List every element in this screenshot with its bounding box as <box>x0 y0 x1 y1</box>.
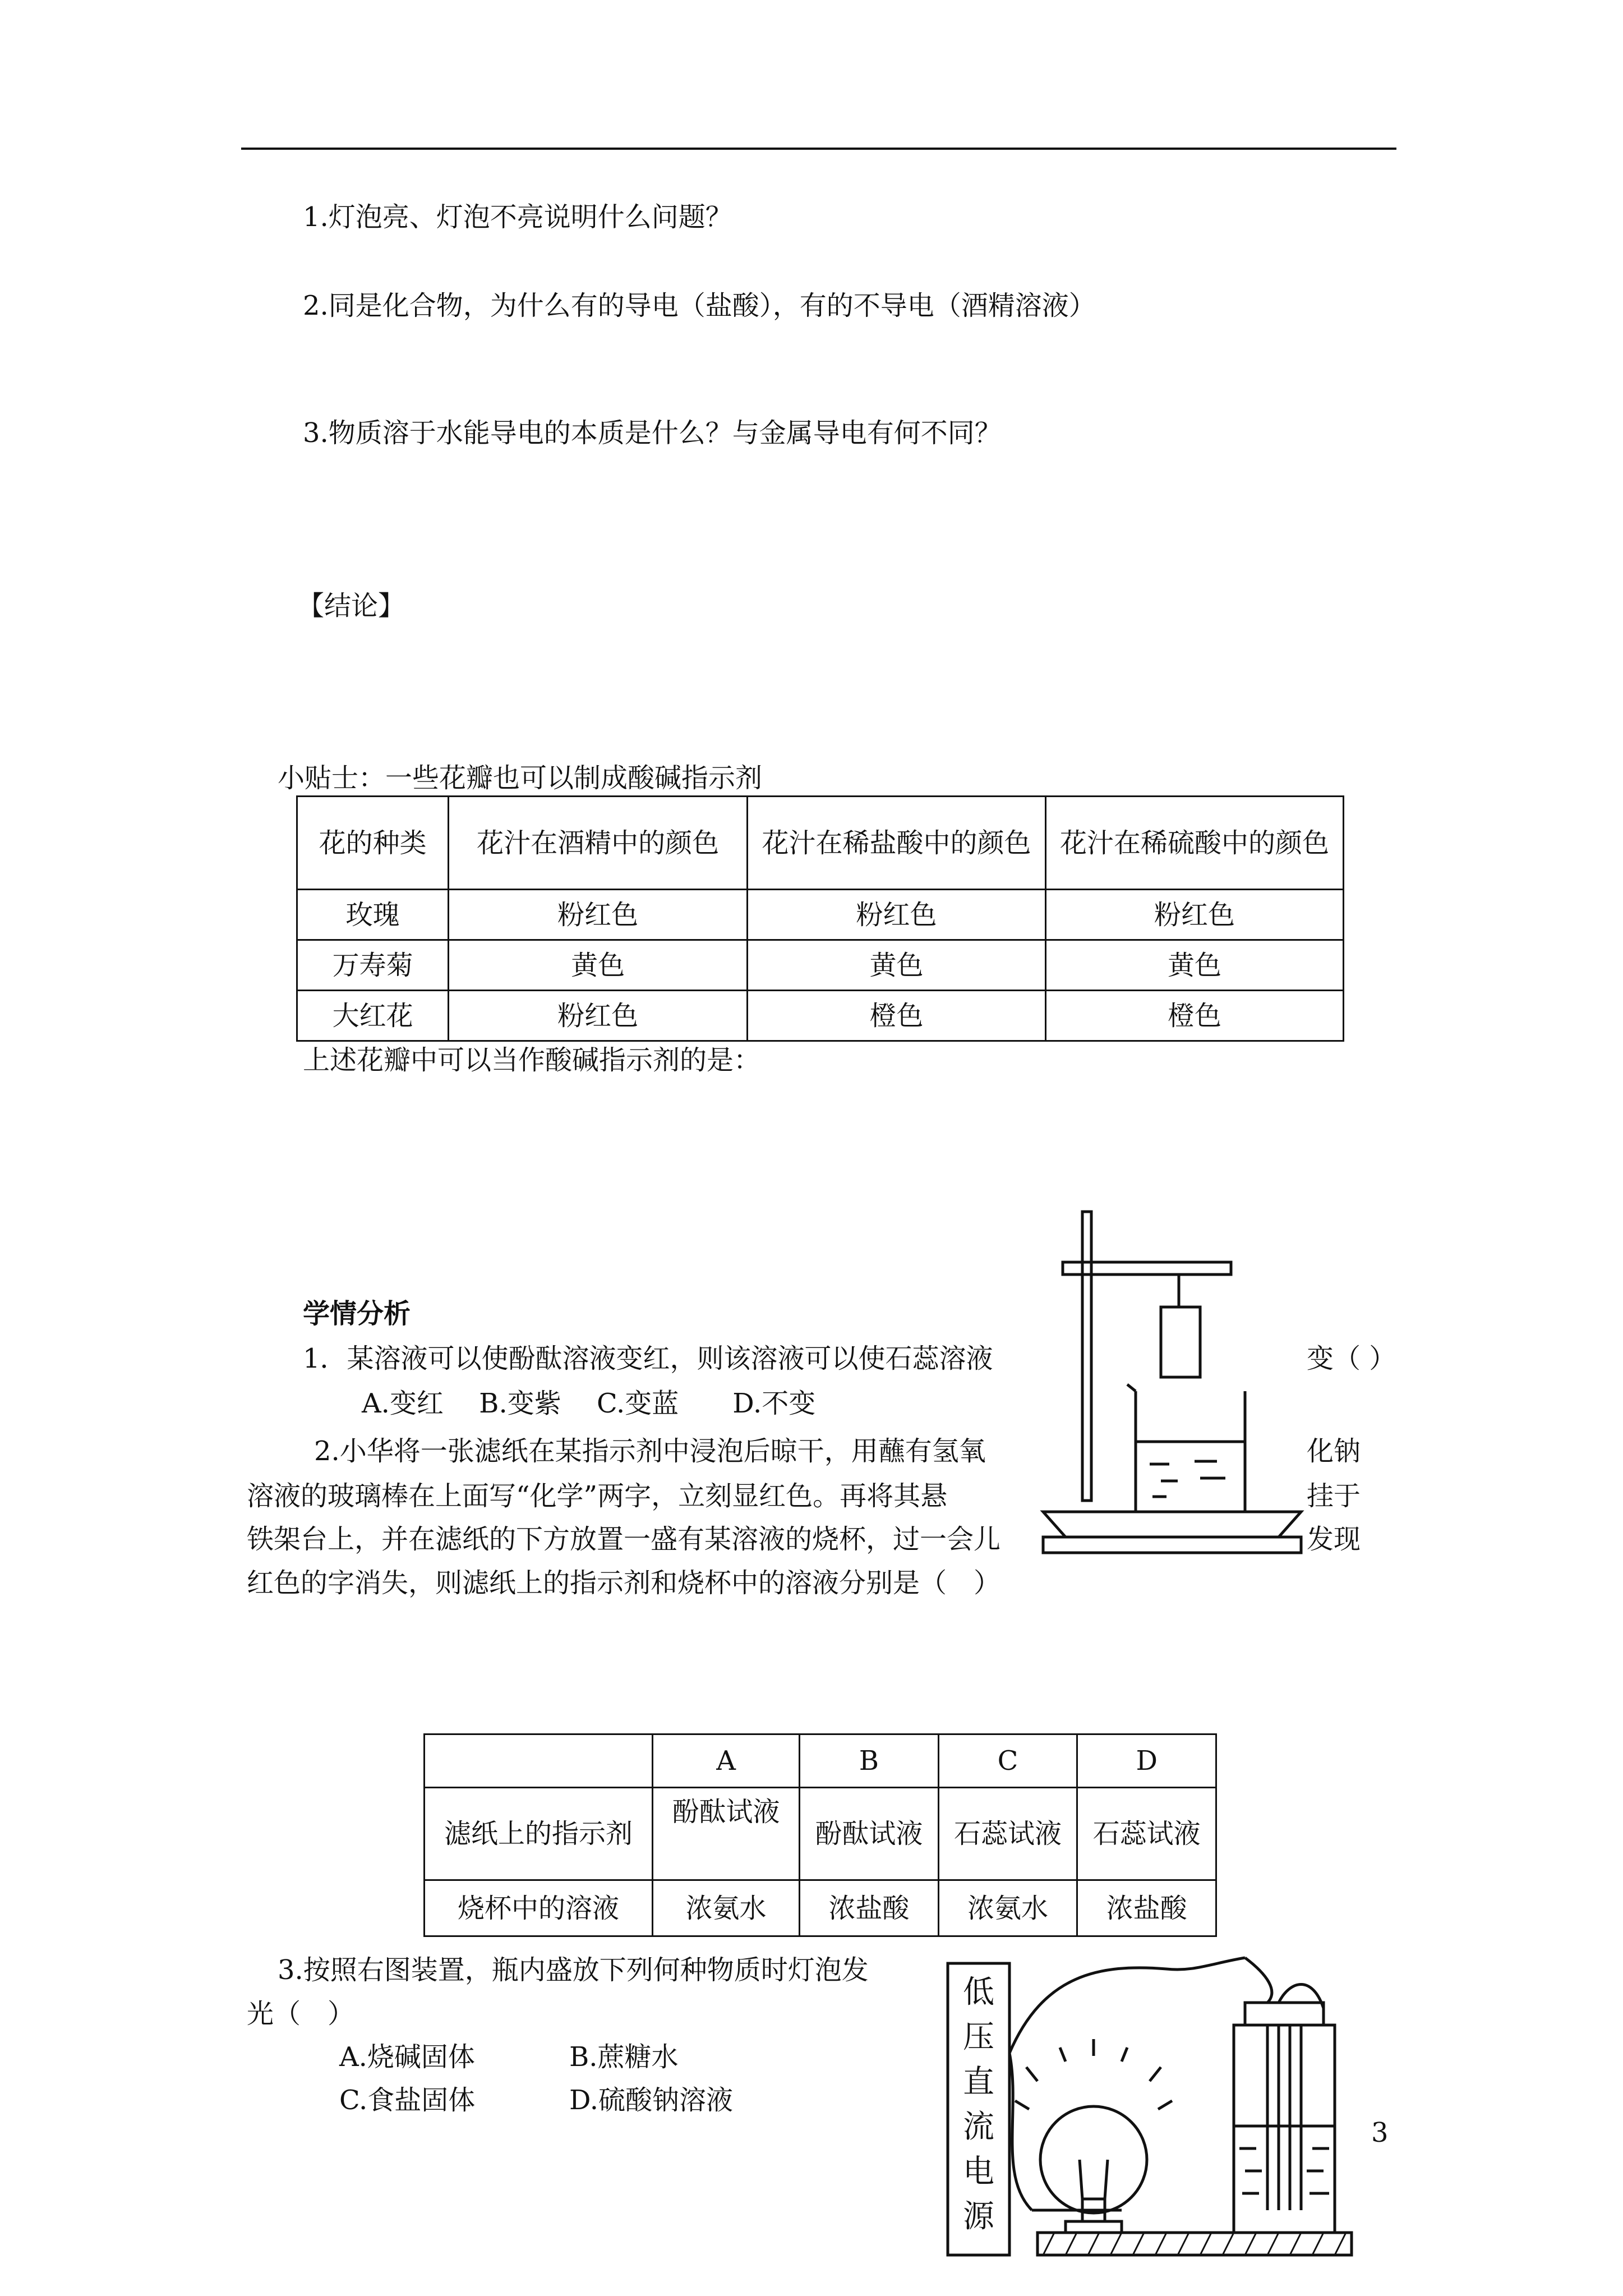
circuit-question-line2: 光（ ） <box>247 1998 355 2030</box>
power-label-char: 电 <box>963 2154 994 2190</box>
flower-header: 花汁在稀硫酸中的颜色 <box>1046 797 1344 890</box>
table-cell: 黄色 <box>449 940 748 991</box>
analysis-q1-end: 变（ ） <box>1307 1343 1396 1374</box>
tip-question: 上述花瓣中可以当作酸碱指示剂的是： <box>303 1045 761 1076</box>
analysis-q2-line2-end: 挂于 <box>1307 1480 1361 1512</box>
stand-base <box>1043 1512 1301 1537</box>
power-label-char: 低 <box>963 1974 994 2010</box>
flower-header: 花汁在酒精中的颜色 <box>449 797 748 890</box>
table-cell: 黄色 <box>748 940 1046 991</box>
power-label-char: 压 <box>963 2019 994 2055</box>
table-cell: 粉红色 <box>748 890 1046 940</box>
question-3: 3.物质溶于水能导电的本质是什么？与金属导电有何不同？ <box>303 417 1002 449</box>
table-cell: 粉红色 <box>449 890 748 940</box>
analysis-q1-options: A.变红 B.变紫 C.变蓝 D.不变 <box>362 1388 816 1419</box>
table-cell: 浓氨水 <box>938 1880 1077 1936</box>
choice-header-c: C <box>938 1734 1077 1788</box>
table-cell: 橙色 <box>1046 991 1344 1041</box>
flower-header: 花汁在稀盐酸中的颜色 <box>748 797 1046 890</box>
table-cell <box>425 1734 653 1788</box>
analysis-title: 学情分析 <box>303 1298 411 1329</box>
analysis-q2-line3: 铁架台上，并在滤纸的下方放置一盛有某溶液的烧杯，过一会儿 <box>247 1524 1001 1555</box>
filter-paper <box>1161 1307 1200 1377</box>
option-c: C.食盐固体 <box>339 2085 476 2116</box>
analysis-q2-line4: 红色的字消失，则滤纸上的指示剂和烧杯中的溶液分别是（ ） <box>247 1567 1001 1599</box>
stand-arm <box>1063 1262 1231 1274</box>
choice-header-b: B <box>800 1734 939 1788</box>
table-cell: 浓盐酸 <box>1077 1880 1216 1936</box>
beaker <box>1127 1384 1245 1512</box>
choice-header-a: A <box>653 1734 800 1788</box>
option-b: B.蔗糖水 <box>569 2041 679 2073</box>
circuit-figure <box>931 1941 1368 2277</box>
page-number: 3 <box>1371 2117 1389 2148</box>
table-cell: 酚酞试液 <box>800 1788 939 1880</box>
header-rule <box>241 148 1396 150</box>
table-cell: 黄色 <box>1046 940 1344 991</box>
table-cell: 橙色 <box>748 991 1046 1041</box>
iron-stand-figure <box>1032 1206 1312 1571</box>
question-2: 2.同是化合物，为什么有的导电（盐酸），有的不导电（酒精溶液） <box>303 290 1096 321</box>
question-1: 1.灯泡亮、灯泡不亮说明什么问题？ <box>303 201 732 233</box>
analysis-q1: 1．某溶液可以使酚酞溶液变红，则该溶液可以使石蕊溶液 <box>303 1343 993 1374</box>
analysis-q2-line3-end: 发现 <box>1307 1524 1361 1555</box>
table-cell: 酚酞试液 <box>653 1788 800 1880</box>
table-cell: 烧杯中的溶液 <box>425 1880 653 1936</box>
table-cell: 石蕊试液 <box>1077 1788 1216 1880</box>
power-label-char: 源 <box>963 2198 994 2235</box>
analysis-q2-line1: 2.小华将一张滤纸在某指示剂中浸泡后晾干，用蘸有氢氧 <box>314 1435 986 1467</box>
table-cell: 滤纸上的指示剂 <box>425 1788 653 1880</box>
analysis-q2-line1-end: 化钠 <box>1307 1435 1361 1467</box>
table-cell: 粉红色 <box>449 991 748 1041</box>
table-cell: 大红花 <box>297 991 449 1041</box>
table-cell: 浓氨水 <box>653 1880 800 1936</box>
table-cell: 玫瑰 <box>297 890 449 940</box>
table-cell: 石蕊试液 <box>938 1788 1077 1880</box>
stand-rod <box>1082 1212 1091 1501</box>
table-cell: 浓盐酸 <box>800 1880 939 1936</box>
tip-title: 小贴士：一些花瓣也可以制成酸碱指示剂 <box>278 762 763 794</box>
flower-header: 花的种类 <box>297 797 449 890</box>
analysis-q2-line2: 溶液的玻璃棒在上面写“化学”两字，立刻显红色。再将其悬 <box>247 1480 948 1512</box>
bottle <box>1234 2025 1335 2233</box>
conclusion-heading: 【结论】 <box>297 590 405 622</box>
circuit-question-line1: 3.按照右图装置，瓶内盛放下列何种物质时灯泡发 <box>278 1954 869 1986</box>
option-d: D.硫酸钠溶液 <box>569 2085 734 2116</box>
choice-table <box>423 1733 1217 1937</box>
flower-table <box>296 795 1344 1042</box>
table-cell: 粉红色 <box>1046 890 1344 940</box>
power-label-char: 直 <box>963 2064 994 2100</box>
light-bulb <box>1040 2106 1147 2213</box>
choice-header-d: D <box>1077 1734 1216 1788</box>
table-cell: 万寿菊 <box>297 940 449 991</box>
power-label-char: 流 <box>963 2109 994 2145</box>
option-a: A.烧碱固体 <box>339 2041 475 2073</box>
